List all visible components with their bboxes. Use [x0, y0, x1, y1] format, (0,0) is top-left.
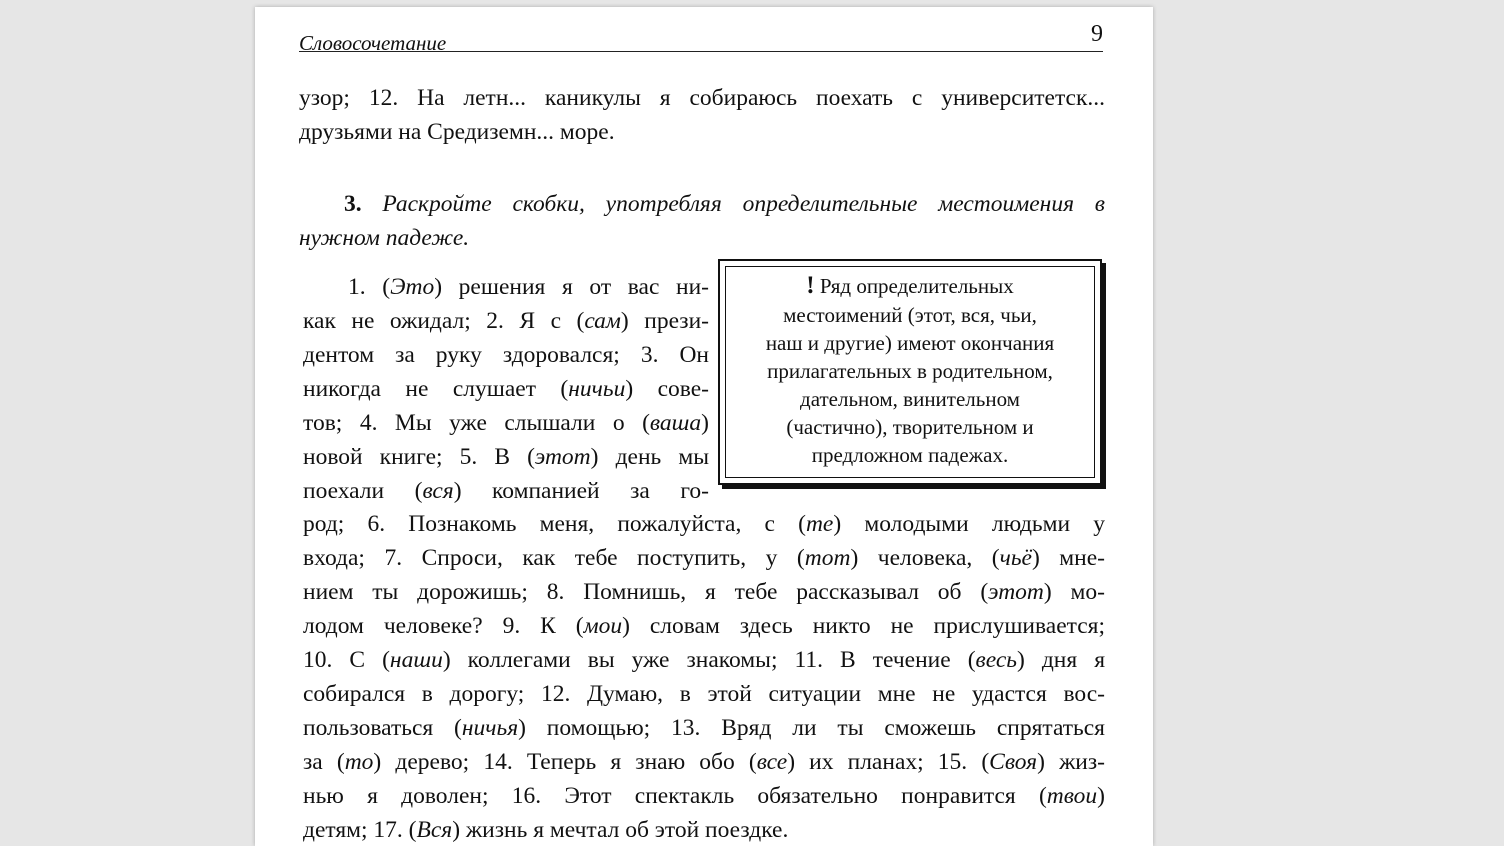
exercise-line-10: нием ты дорожишь; 8. Помнишь, я тебе рассказывал об (этот) мо- — [303, 579, 1105, 605]
exercise-line-4: никогда не слушает (ничьи) сове- — [303, 376, 709, 402]
exercise-line-9: входа; 7. Спроси, как тебе поступить, у (тот) человека, (чьё) мне- — [303, 545, 1105, 571]
page-number: 9 — [1091, 21, 1103, 47]
grammar-note-box — [718, 259, 1102, 485]
exercise-line-3: дентом за руку здоровался; 3. Он — [303, 342, 709, 368]
exercise-line-13: собирался в дорогу; 12. Думаю, в этой ситуации мне не удастся вос- — [303, 681, 1105, 707]
exercise-line-16: нью я доволен; 16. Этот спектакль обязательно понравится (твои) — [303, 783, 1105, 809]
exercise-line-7: поехали (вся) компанией за го- — [303, 478, 709, 504]
exercise-line-5: тов; 4. Мы уже слышали о (ваша) — [303, 410, 709, 436]
exercise-line-14: пользоваться (ничья) помощью; 13. Вряд ли ты сможешь спрятаться — [303, 715, 1105, 741]
running-title: Словосочетание — [299, 31, 447, 55]
note-line-5: дательном, винительном — [800, 387, 1020, 411]
exclamation-icon: ! — [806, 272, 815, 299]
exercise-line-6: новой книге; 5. В (этот) день мы — [303, 444, 709, 470]
intro-line-1: узор; 12. На летн... каникулы я собираюсь поехать с университетск... — [299, 85, 1105, 111]
exercise-line-2: как не ожидал; 2. Я с (сам) прези- — [303, 308, 709, 334]
task-instruction-line-1 — [299, 187, 1105, 221]
task-instruction-text: Раскройте скобки, употребляя определительные местоимения в — [382, 191, 1105, 217]
note-line-7: предложном падежах. — [811, 443, 1009, 467]
running-header — [299, 18, 1103, 55]
document-page — [255, 7, 1153, 846]
note-line-2: местоимений (этот, вся, чьи, — [783, 303, 1037, 327]
exercise-line-12: 10. С (наши) коллегами вы уже знакомы; 11. В течение (весь) дня я — [303, 647, 1105, 673]
exercise-line-17: детям; 17. (Вся) жизнь я мечтал об этой поездке. — [303, 817, 789, 843]
note-line-1: ! Ряд определительных — [806, 272, 1014, 299]
note-line-4: прилагательных в родительном, — [767, 359, 1053, 383]
exercise-line-8: род; 6. Познакомь меня, пожалуйста, с (те) молодыми людьми у — [303, 511, 1105, 537]
task-instruction-line-2: нужном падеже. — [299, 225, 470, 251]
exercise-line-1: 1. (Это) решения я от вас ни- — [348, 274, 709, 300]
exercise-line-15: за (то) дерево; 14. Теперь я знаю обо (все) их планах; 15. (Своя) жиз- — [303, 749, 1105, 775]
exercise-line-11: лодом человеке? 9. К (мои) словам здесь никто не прислушивается; — [303, 613, 1105, 639]
task-number: 3. — [344, 191, 362, 217]
grammar-note-inner-border — [725, 266, 1095, 478]
intro-line-2: друзьями на Средиземн... море. — [299, 119, 615, 145]
note-line-6: (частично), творительном и — [786, 415, 1034, 439]
note-line-3: наш и другие) имеют окончания — [765, 331, 1055, 355]
